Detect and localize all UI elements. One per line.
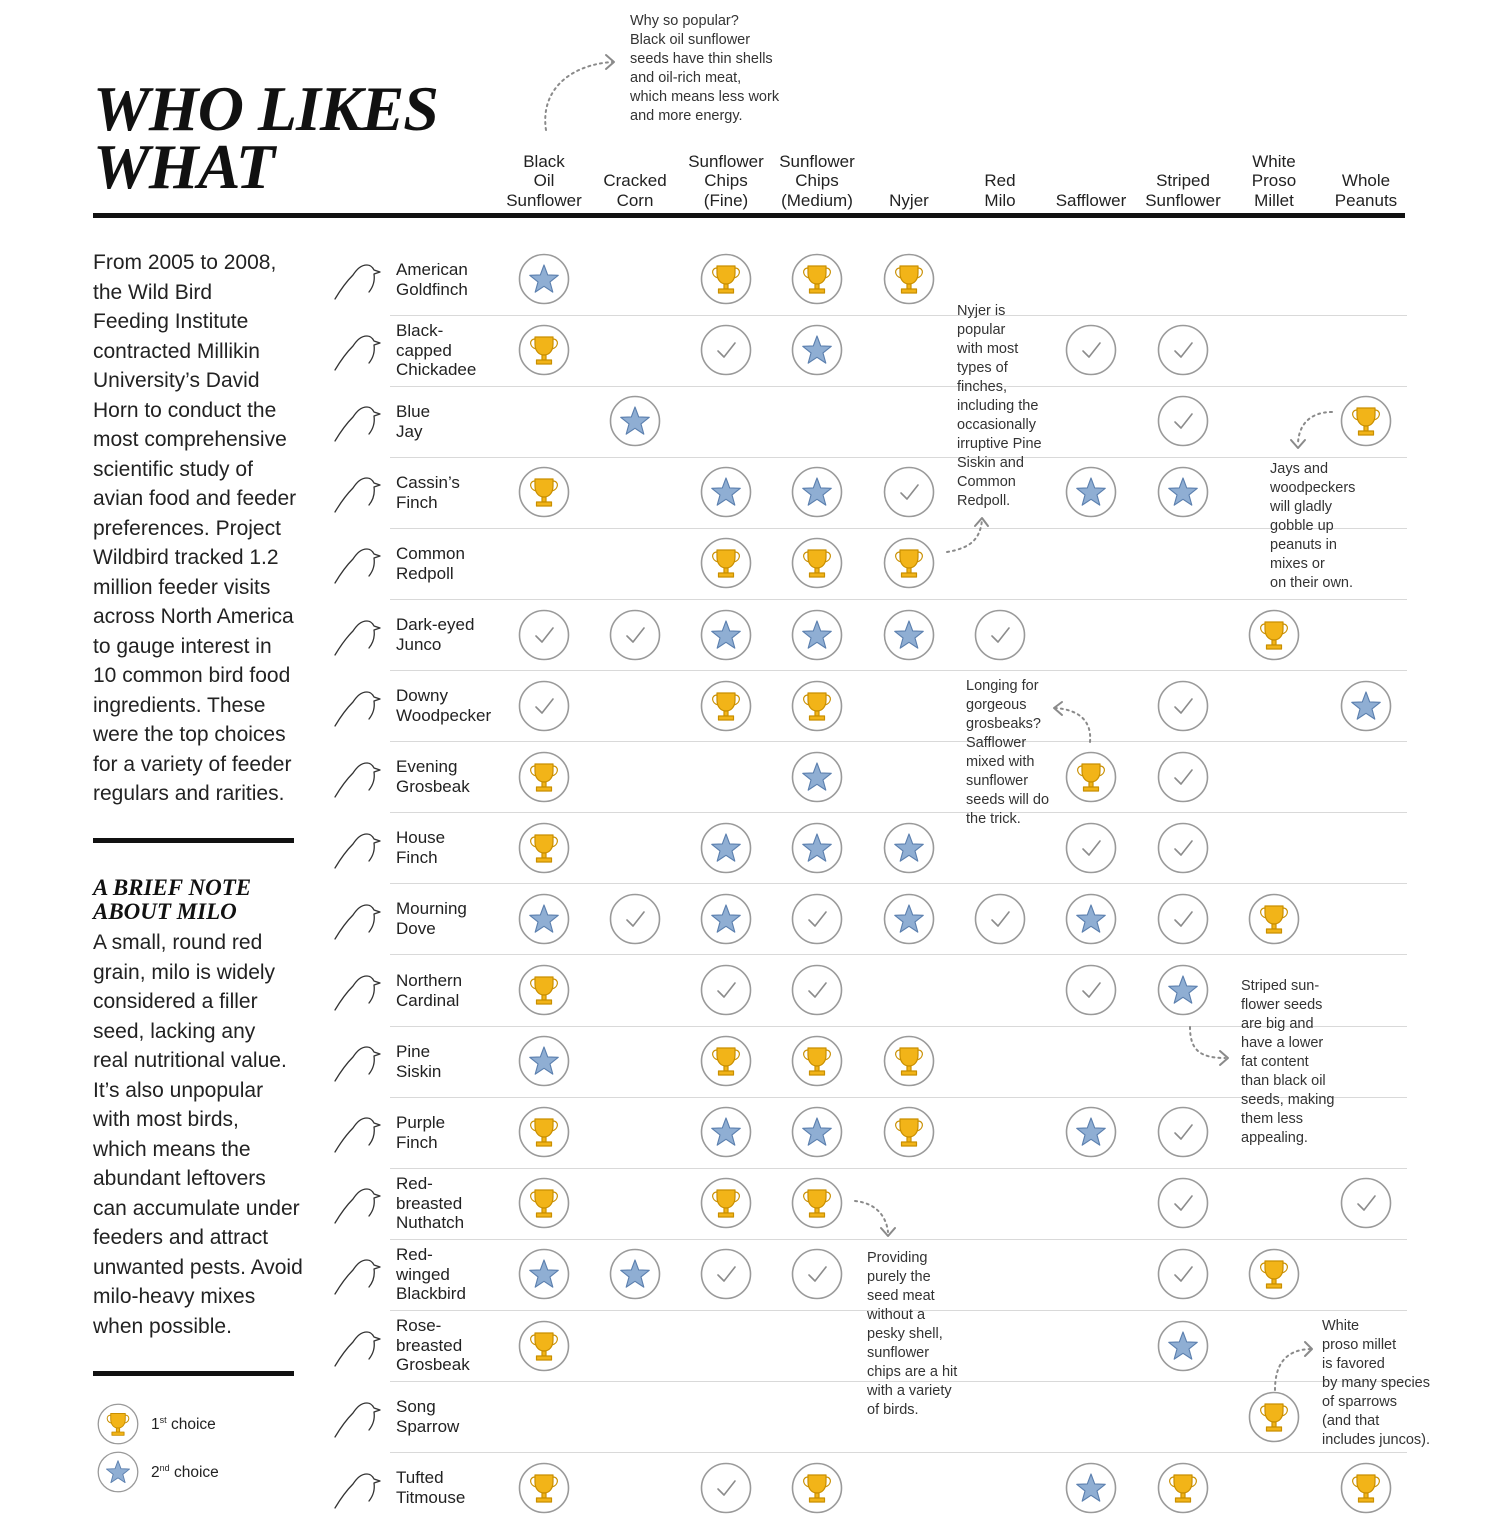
bird-name-line: Common	[396, 544, 465, 563]
callout-line: seeds will do	[966, 792, 1050, 808]
callout-line: seed meat	[867, 1288, 935, 1304]
column-header-line: White	[1252, 151, 1296, 171]
callout-line: popular	[957, 322, 1006, 338]
callout-line: are big and	[1241, 1016, 1314, 1032]
callout-line: Striped sun-	[1241, 978, 1320, 994]
milo-line: real nutritional value.	[93, 1049, 287, 1072]
callout-line: appealing.	[1241, 1130, 1308, 1146]
milo-heading-line: ABOUT MILO	[93, 899, 237, 924]
callout-line: proso millet	[1322, 1337, 1397, 1353]
bird-name-line: capped	[396, 340, 452, 360]
bird-name-line: Junco	[396, 634, 442, 654]
callout-line: pesky shell,	[867, 1326, 943, 1342]
callout-line: with most	[957, 341, 1019, 357]
bird-name-line: Grosbeak	[396, 1355, 470, 1374]
column-header-line: Sunflower	[779, 151, 855, 171]
bird-name-line: Woodpecker	[396, 705, 492, 725]
milo-line: abundant leftovers	[93, 1167, 266, 1190]
intro-line: for a variety of feeder	[93, 752, 292, 776]
column-header-line: Proso	[1251, 171, 1297, 190]
callout-line: chips are a hit	[867, 1364, 958, 1380]
bird-name-line: Dove	[396, 918, 436, 938]
bird-name-line: Blue	[396, 402, 431, 421]
column-header-line: Sunflower	[1145, 190, 1221, 210]
callout-line: Providing	[867, 1250, 928, 1266]
intro-line: preferences. Project	[93, 516, 281, 540]
bird-name-line: Siskin	[396, 1061, 442, 1081]
column-header-line: Milo	[984, 190, 1016, 210]
bird-name-line: Goldfinch	[396, 279, 468, 299]
callout-line: have a lower	[1241, 1035, 1324, 1051]
callout-line: includes juncos).	[1322, 1432, 1430, 1448]
callout-line: gobble up	[1270, 518, 1334, 534]
callout-line: Black oil sunflower	[630, 32, 751, 48]
callout-line: flower seeds	[1241, 997, 1323, 1013]
intro-line: to gauge interest in	[93, 634, 272, 658]
bird-name-line: Redpoll	[396, 563, 454, 583]
legend-ordinal-suffix: nd	[159, 1463, 170, 1473]
callout-line: occasionally	[957, 417, 1036, 433]
callout-line: the trick.	[966, 811, 1021, 827]
intro-line: the Wild Bird	[93, 280, 213, 304]
intro-line: regulars and rarities.	[93, 782, 285, 805]
milo-line: considered a filler	[93, 990, 258, 1013]
title-line: WHAT	[93, 131, 274, 202]
arrow-striped	[1190, 1027, 1225, 1058]
callout-line: Safflower	[966, 735, 1027, 751]
legend-text: choice	[166, 1416, 216, 1434]
callout-line: irruptive Pine	[957, 436, 1042, 452]
bird-name-line: Black-	[396, 321, 444, 340]
intro-line: avian food and feeder	[93, 487, 297, 510]
callout-line: types of	[957, 360, 1008, 376]
legend-ordinal: 1	[151, 1416, 160, 1434]
column-header-line: Nyjer	[889, 190, 929, 210]
bird-name-line: Finch	[396, 847, 438, 867]
column-header-line: Black	[523, 151, 565, 171]
intro-line: 10 common bird food	[93, 664, 291, 687]
intro-line: contracted Millikin	[93, 339, 260, 363]
bird-name-line: Cardinal	[396, 990, 460, 1010]
intro-line: From 2005 to 2008,	[93, 251, 277, 274]
column-header-line: Cracked	[603, 171, 667, 190]
callout-line: woodpeckers	[1270, 480, 1356, 496]
column-header-line: Safflower	[1055, 190, 1127, 210]
callout-line: sunflower	[966, 773, 1029, 789]
callout-line: and oil-rich meat,	[630, 70, 742, 86]
column-header-line: Corn	[616, 190, 654, 210]
intro-line: million feeder visits	[93, 575, 271, 599]
legend-ordinal-suffix: st	[159, 1415, 167, 1425]
bird-name-line: American	[396, 260, 468, 279]
column-header-line: (Fine)	[703, 190, 749, 210]
intro-line: most comprehensive	[93, 428, 287, 451]
callout-line: White	[1322, 1318, 1360, 1334]
callout-line: Nyjer is	[957, 303, 1006, 319]
callout-line: including the	[957, 398, 1039, 414]
callout-line: purely the	[867, 1269, 931, 1285]
bird-name-line: Chickadee	[396, 360, 477, 379]
bird-name-line: Rose-	[396, 1316, 442, 1335]
milo-line: It’s also unpopular	[93, 1078, 264, 1102]
bird-name-line: Northern	[396, 971, 463, 990]
bird-name-line: Red-	[396, 1245, 433, 1264]
bird-name-line: Sparrow	[396, 1416, 460, 1436]
callout-line: Why so popular?	[630, 13, 739, 29]
arrow-chips	[855, 1201, 888, 1232]
bird-name-line: Evening	[396, 757, 458, 776]
callout-line: grosbeaks?	[966, 716, 1041, 732]
bird-name-line: winged	[396, 1264, 450, 1284]
intro-line: scientific study of	[93, 457, 253, 481]
intro-line: Horn to conduct the	[93, 398, 277, 422]
bird-name-line: Red-	[396, 1174, 433, 1193]
column-header-line: Whole	[1341, 171, 1391, 190]
bird-name-line: breasted	[396, 1335, 463, 1355]
bird-name-line: Dark-eyed	[396, 615, 475, 634]
bird-name-line: Finch	[396, 1132, 438, 1152]
callout-line: (and that	[1322, 1413, 1380, 1429]
column-header-line: Peanuts	[1334, 190, 1398, 210]
bird-name-line: House	[396, 828, 446, 847]
arrow-popular	[545, 62, 612, 130]
callout-line: is favored	[1322, 1356, 1385, 1372]
intro-line: across North America	[93, 605, 294, 628]
bird-name-line: Purple	[396, 1113, 446, 1132]
intro-line: Feeding Institute	[93, 310, 249, 333]
arrow-peanuts	[1298, 412, 1332, 445]
milo-line: unwanted pests. Avoid	[93, 1255, 303, 1279]
column-header-line: Sunflower	[688, 151, 764, 171]
intro-line: were the top choices	[93, 723, 286, 746]
milo-heading-line: A BRIEF NOTE	[93, 875, 252, 900]
column-header-line: Chips	[704, 171, 748, 190]
callout-line: on their own.	[1270, 575, 1354, 591]
bird-name-line: Jay	[396, 421, 423, 441]
callout-line: seeds have thin shells	[630, 51, 773, 67]
callout-line: Longing for	[966, 678, 1039, 694]
callout-line: fat content	[1241, 1054, 1309, 1070]
callout-line: seeds, making	[1241, 1092, 1335, 1108]
title-line: WHO LIKES	[93, 73, 438, 144]
callout-line: sunflower	[867, 1345, 930, 1361]
callout-line: mixes or	[1270, 556, 1325, 572]
milo-line: with most birds,	[93, 1108, 239, 1131]
callout-line: of birds.	[867, 1402, 919, 1418]
callout-line: will gladly	[1270, 499, 1333, 515]
callout-line: without a	[867, 1307, 926, 1323]
milo-line: grain, milo is widely	[93, 960, 276, 984]
intro-line: University’s David	[93, 369, 260, 392]
bird-name-line: Blackbird	[396, 1284, 466, 1303]
milo-line: which means the	[93, 1137, 251, 1161]
bird-name-line: Grosbeak	[396, 776, 470, 796]
intro-line: Wildbird tracked 1.2	[93, 546, 279, 569]
milo-line: when possible.	[93, 1314, 232, 1338]
callout-line: by many species	[1322, 1375, 1430, 1391]
legend-text: choice	[169, 1464, 219, 1482]
legend-ordinal: 2	[151, 1464, 160, 1482]
bird-name-line: Tufted	[396, 1468, 444, 1487]
bird-name-line: Pine	[396, 1042, 431, 1061]
milo-line: can accumulate under	[93, 1196, 300, 1220]
intro-line: ingredients. These	[93, 693, 266, 717]
callout-line: peanuts in	[1270, 537, 1337, 553]
column-header-line: Millet	[1254, 190, 1294, 210]
callout-line: mixed with	[966, 754, 1035, 770]
column-header-line: Striped	[1156, 171, 1210, 190]
callout-line: of sparrows	[1322, 1394, 1397, 1410]
milo-line: feeders and attract	[93, 1226, 269, 1249]
bird-name-line: Nuthatch	[396, 1213, 465, 1232]
callout-line: Jays and	[1270, 461, 1329, 477]
bird-name-line: Titmouse	[396, 1487, 466, 1507]
milo-line: A small, round red	[93, 931, 263, 954]
callout-line: Common	[957, 474, 1016, 490]
column-header-line: Red	[984, 171, 1016, 190]
callout-line: and more energy.	[630, 108, 743, 124]
bird-name-line: Mourning	[396, 899, 467, 918]
callout-line: gorgeous	[966, 697, 1027, 713]
callout-line: than black oil	[1241, 1073, 1326, 1089]
column-header-line: Oil	[533, 171, 555, 190]
bird-name-line: breasted	[396, 1193, 463, 1213]
column-header-line: (Medium)	[781, 190, 853, 210]
callout-line: Siskin and	[957, 455, 1024, 471]
callout-line: with a variety	[867, 1383, 952, 1399]
callout-line: which means less work	[630, 89, 780, 105]
callout-line: Redpoll.	[957, 493, 1011, 509]
bird-name-line: Cassin’s	[396, 473, 460, 492]
milo-line: milo-heavy mixes	[93, 1285, 256, 1308]
column-header-line: Sunflower	[506, 190, 582, 210]
callout-line: finches,	[957, 379, 1007, 395]
callout-line: them less	[1241, 1111, 1304, 1127]
bird-name-line: Finch	[396, 492, 438, 512]
bird-name-line: Song	[396, 1397, 436, 1416]
milo-line: seed, lacking any	[93, 1019, 256, 1043]
bird-name-line: Downy	[396, 686, 448, 705]
column-header-line: Chips	[795, 171, 839, 190]
